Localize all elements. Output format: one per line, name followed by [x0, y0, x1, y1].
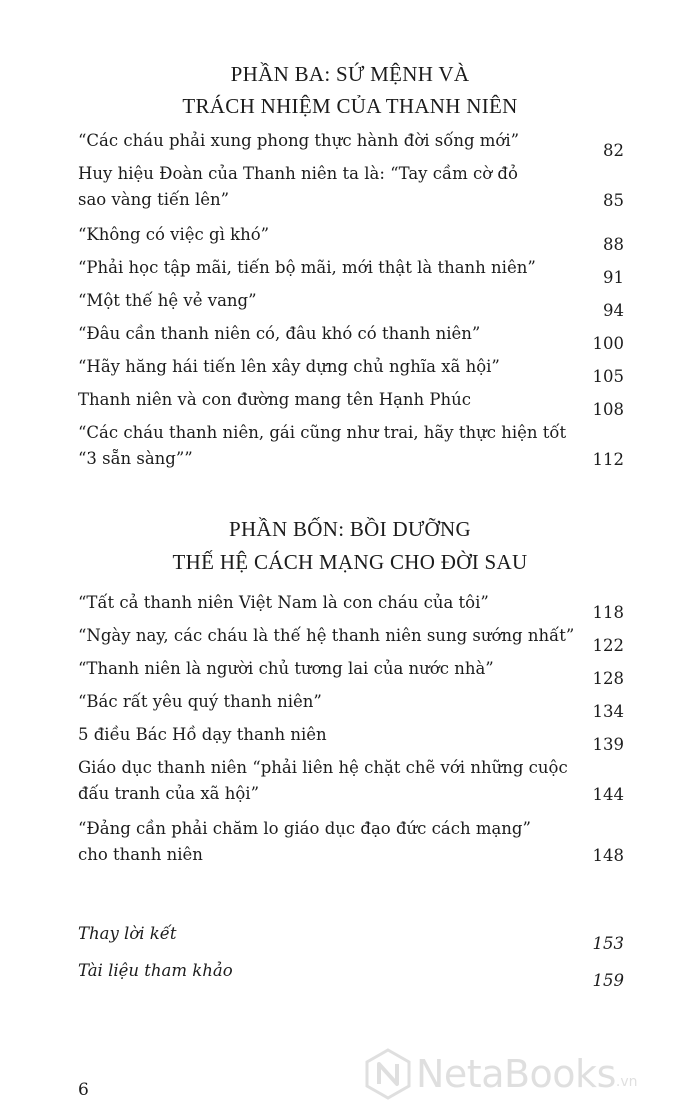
toc-entry-references[interactable]: [78, 963, 624, 989]
entry-title: “Tất cả thanh niên Việt Nam là con cháu của tôi”: [78, 593, 489, 612]
entry-page-number: 105: [592, 366, 624, 386]
entry-title: “Ngày nay, các cháu là thế hệ thanh niên sung sướng nhất”: [78, 626, 575, 645]
entry-title: “Các cháu phải xung phong thực hành đời sống mới”: [78, 131, 520, 150]
toc-entry[interactable]: [78, 359, 624, 385]
entry-page-number: 100: [592, 333, 624, 353]
entry-title: “Không có việc gì khó”: [78, 225, 270, 244]
toc-entry-afterword[interactable]: [78, 926, 624, 952]
toc-entry[interactable]: [78, 694, 624, 720]
entry-title: “Đảng cần phải chăm lo giáo dục đạo đức cách mạng”: [78, 819, 531, 838]
entry-page-number: 85: [603, 190, 624, 210]
toc-entry[interactable]: [78, 260, 624, 286]
section-3-title-line-1: PHẦN BA: SỨ MỆNH VÀ: [230, 62, 470, 86]
section-3-title-line-2: TRÁCH NHIỆM CỦA THANH NIÊN: [182, 94, 518, 118]
entry-title-continued: cho thanh niên: [78, 845, 203, 864]
entry-page-number: 159: [592, 970, 624, 990]
entry-title: “Phải học tập mãi, tiến bộ mãi, mới thật là thanh niên”: [78, 258, 536, 277]
entry-title: Huy hiệu Đoàn của Thanh niên ta là: “Tay cầm cờ đỏ: [78, 164, 518, 183]
toc-entry[interactable]: [78, 760, 624, 812]
netabooks-logo-icon: [364, 1048, 412, 1100]
entry-title: 5 điều Bác Hồ dạy thanh niên: [78, 725, 327, 744]
entry-page-number: 122: [592, 635, 624, 655]
entry-title: Thay lời kết: [78, 924, 177, 943]
netabooks-watermark: [364, 1044, 694, 1104]
page-number-folio: 6: [78, 1080, 89, 1100]
entry-title: “Đâu cần thanh niên có, đâu khó có thanh niên”: [78, 324, 481, 343]
entry-page-number: 112: [592, 449, 624, 469]
toc-entry[interactable]: [78, 166, 624, 218]
section-4-title-line-2: THẾ HỆ CÁCH MẠNG CHO ĐỜI SAU: [172, 550, 528, 574]
entry-page-number: 94: [603, 300, 624, 320]
entry-page-number: 148: [592, 845, 624, 865]
toc-entry[interactable]: [78, 227, 624, 253]
toc-entry[interactable]: [78, 595, 624, 621]
watermark-brand: NetaBooks: [416, 1052, 616, 1096]
entry-title-continued: “3 sẵn sàng””: [78, 449, 193, 468]
entry-page-number: 139: [592, 734, 624, 754]
entry-title-continued: sao vàng tiến lên”: [78, 190, 230, 209]
entry-title: Tài liệu tham khảo: [78, 961, 233, 980]
entry-page-number: 108: [592, 399, 624, 419]
entry-page-number: 118: [592, 602, 624, 622]
toc-entry[interactable]: [78, 293, 624, 319]
toc-entry[interactable]: [78, 727, 624, 753]
watermark-tld: .vn: [615, 1074, 638, 1090]
entry-title: Thanh niên và con đường mang tên Hạnh Phúc: [78, 390, 472, 409]
toc-entry[interactable]: [78, 425, 624, 477]
entry-title: “Bác rất yêu quý thanh niên”: [78, 692, 322, 711]
entry-page-number: 82: [603, 140, 624, 160]
toc-entry[interactable]: [78, 821, 624, 873]
entry-title: “Hãy hăng hái tiến lên xây dựng chủ nghĩa xã hội”: [78, 357, 500, 376]
entry-page-number: 128: [592, 668, 624, 688]
entry-title: “Các cháu thanh niên, gái cũng như trai, hãy thực hiện tốt: [78, 423, 567, 442]
entry-page-number: 91: [603, 267, 624, 287]
entry-page-number: 153: [592, 933, 624, 953]
entry-title: “Một thế hệ vẻ vang”: [78, 291, 257, 310]
toc-entry[interactable]: [78, 661, 624, 687]
toc-entry[interactable]: [78, 133, 624, 159]
entry-page-number: 134: [592, 701, 624, 721]
entry-page-number: 88: [603, 234, 624, 254]
entry-title: “Thanh niên là người chủ tương lai của nước nhà”: [78, 659, 494, 678]
section-4-title-line-1: PHẦN BỐN: BỒI DƯỠNG: [229, 517, 471, 541]
toc-entry[interactable]: [78, 326, 624, 352]
entry-title: Giáo dục thanh niên “phải liên hệ chặt chẽ với những cuộc: [78, 758, 568, 777]
entry-title-continued: đấu tranh của xã hội”: [78, 784, 260, 803]
toc-entry[interactable]: [78, 628, 624, 654]
toc-entry[interactable]: [78, 392, 624, 418]
entry-page-number: 144: [592, 784, 624, 804]
